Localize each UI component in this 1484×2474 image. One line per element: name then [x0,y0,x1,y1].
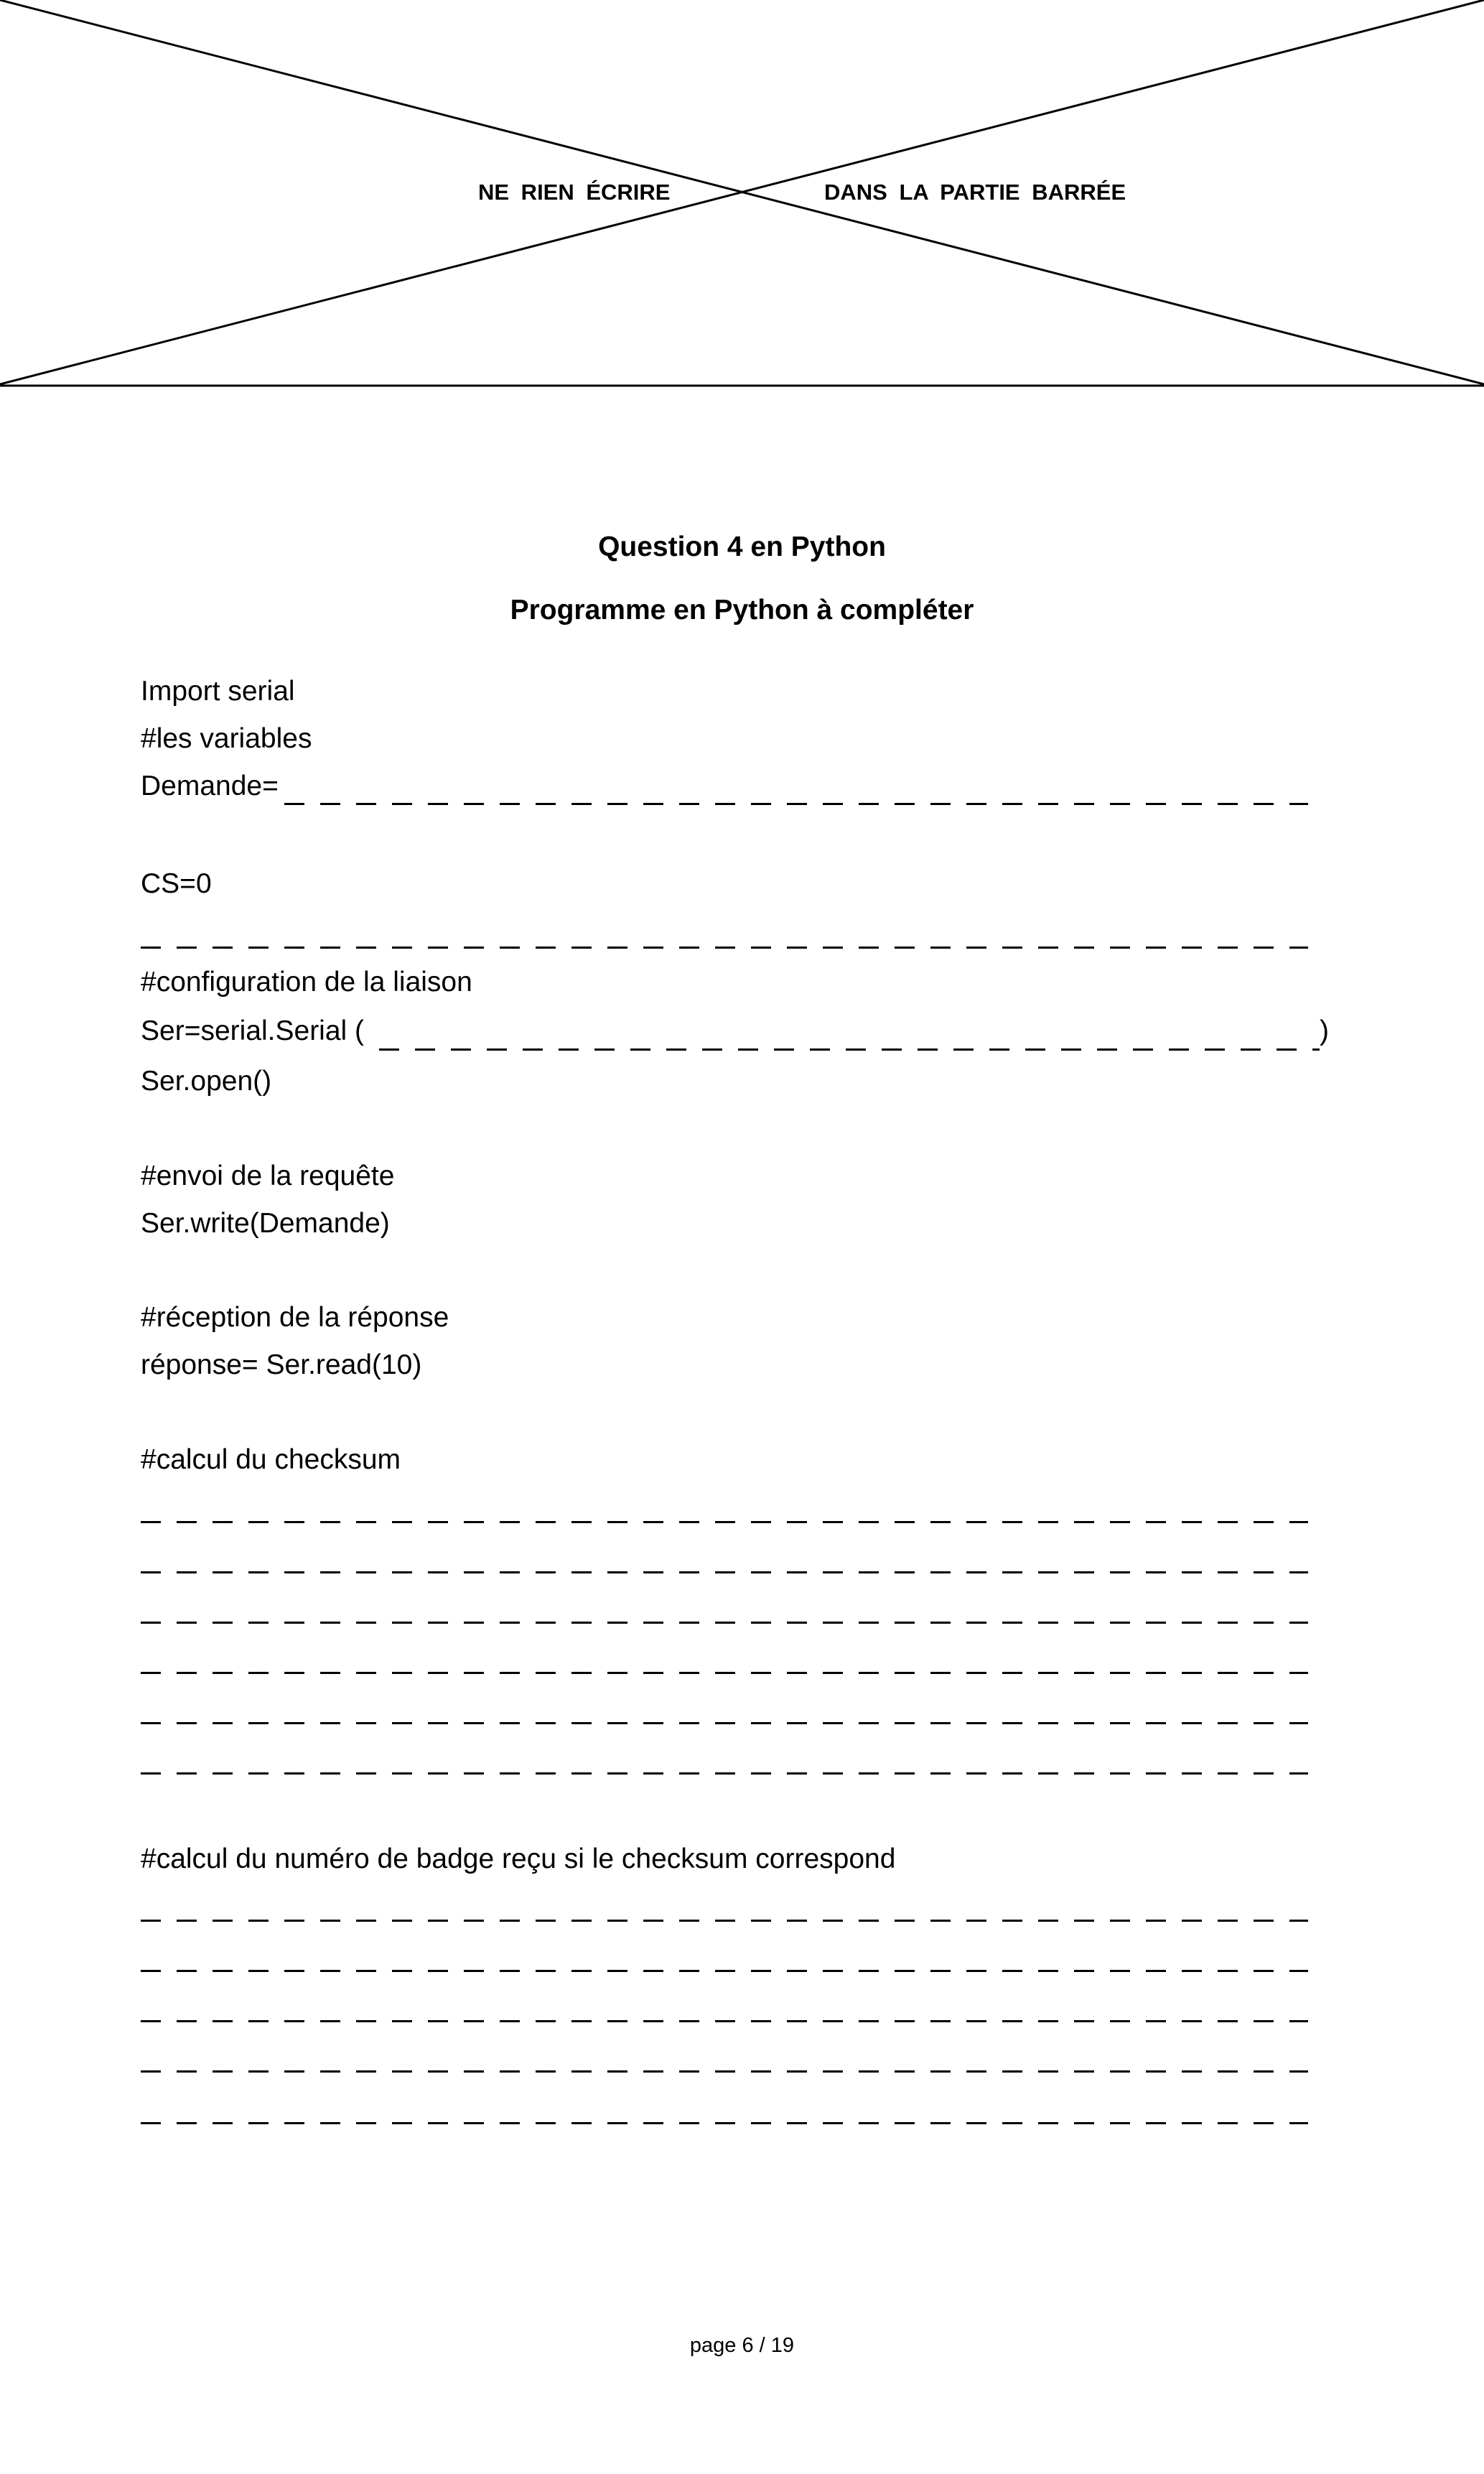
serial-args-blank[interactable] [379,1048,1320,1051]
demande-label: Demande= [141,771,279,801]
program-title: Programme en Python à compléter [510,595,974,626]
import-line: Import serial [141,676,295,707]
badge-blank-line[interactable] [141,2070,1308,2073]
send-comment: #envoi de la requête [141,1161,395,1191]
checksum-blank-line[interactable] [141,1571,1308,1573]
badge-blank-line[interactable] [141,1920,1308,1922]
header-right-text: DANS LA PARTIE BARRÉE [824,180,1126,205]
crossed-out-header [0,0,1484,388]
receive-comment: #réception de la réponse [141,1302,449,1333]
write-line: Ser.write(Demande) [141,1208,390,1239]
page-number: page 6 / 19 [689,2334,795,2357]
config-comment: #configuration de la liaison [141,967,472,997]
ser-open-line: Ser.open() [141,1066,272,1097]
checksum-comment: #calcul du checksum [141,1444,401,1475]
badge-blank-line[interactable] [141,1970,1308,1972]
checksum-blank-line[interactable] [141,1772,1308,1775]
serial-close-paren: ) [1320,1015,1329,1046]
badge-blank-line[interactable] [141,2122,1308,2124]
read-line: réponse= Ser.read(10) [141,1349,422,1380]
checksum-blank-line[interactable] [141,1622,1308,1624]
header-left-text: NE RIEN ÉCRIRE [478,180,671,205]
checksum-blank-line[interactable] [141,1521,1308,1523]
crossed-out-lines [0,0,1484,388]
cs-line: CS=0 [141,868,212,899]
serial-open-label: Ser=serial.Serial ( [141,1015,365,1046]
answer-blank-line[interactable] [141,947,1308,949]
badge-blank-line[interactable] [141,2020,1308,2022]
badge-comment: #calcul du numéro de badge reçu si le checksum correspond [141,1843,896,1874]
checksum-blank-line[interactable] [141,1672,1308,1674]
question-title: Question 4 en Python [598,531,886,562]
demande-answer-blank[interactable] [284,803,1308,805]
vars-comment: #les variables [141,723,312,754]
checksum-blank-line[interactable] [141,1722,1308,1724]
